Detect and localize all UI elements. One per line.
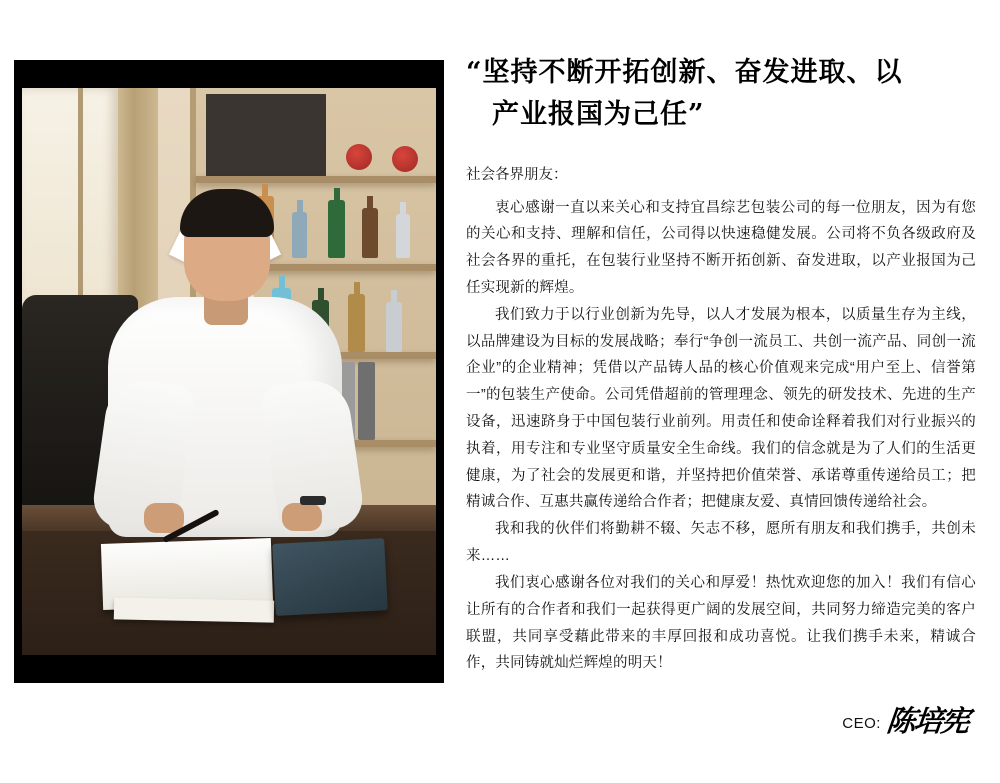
ceo-signature: 陈培宪 xyxy=(885,704,970,739)
shelf xyxy=(196,176,436,183)
headline-line-1: “坚持不断开拓创新、奋发进取、以 xyxy=(466,57,903,88)
salutation: 社会各界朋友： xyxy=(466,166,568,183)
document-stack xyxy=(114,597,274,622)
wristwatch xyxy=(300,496,326,505)
bottle xyxy=(396,214,410,258)
binder xyxy=(358,362,375,440)
bottle xyxy=(386,302,402,352)
signature-block xyxy=(466,699,976,740)
letter-paragraph: 我和我的伙伴们将勤耕不辍、矢志不移，愿所有朋友和我们携手，共创未来…… xyxy=(466,521,976,565)
shelf-back-panel xyxy=(206,94,326,176)
letter-paragraph: 衷心感谢一直以来关心和支持宜昌综艺包装公司的每一位朋友，因为有您的关心和支持、理解和信任，公司得以快速稳健发展。公司将不负各级政府及社会各界的重托，在包装行业坚持不断开拓创新、奋发进取，以产业报国为己任实现新的辉煌。 xyxy=(466,199,976,296)
letter-paragraph: 我们致力于以行业创新为先导，以人才发展为根本，以质量生存为主线，以品牌建设为目标的发展战略；奉行“争创一流员工、共创一流产品、同创一流企业”的企业精神；凭借以产品铸人品的核心价值观来完成“用户至上、信誉第一”的包装生产使命。公司凭借超前的管理理念、领先的研发技术、先进的生产设备，迅速跻身于中国包装行业前列。用责任和使命诠释着我们对行业振兴的执着，用专注和专业坚守质量安全生命线。我们的信念就是为了人们的生活更健康，为了社会的发展更和谐，并坚持把价值荣誉、承诺尊重传递给员工；把精诚合作、互惠共赢传递给合作者；把健康友爱、真情回馈传递给社会。 xyxy=(466,306,976,511)
letter-text-column xyxy=(446,0,1000,783)
page-title xyxy=(466,52,976,136)
hair xyxy=(180,189,274,237)
ceo-figure xyxy=(100,187,350,537)
ceo-label: CEO: xyxy=(842,715,881,733)
bottle xyxy=(362,208,378,258)
notebook xyxy=(272,538,388,616)
letter-paragraph: 我们衷心感谢各位对我们的关心和厚爱！热忱欢迎您的加入！我们有信心让所有的合作者和我们一起获得更广阔的发展空间，共同努力缔造完美的客户联盟，共同享受藉此带来的丰厚回报和成功喜悦。让我们携手未来，精诚合作，共同铸就灿烂辉煌的明天！ xyxy=(466,574,976,672)
decor-flower xyxy=(346,144,372,170)
photo-column xyxy=(0,0,446,783)
photo-frame xyxy=(14,60,444,683)
headline-line-2: 产业报国为己任” xyxy=(492,98,705,130)
decor-flower xyxy=(392,146,418,172)
bottle xyxy=(348,294,365,352)
hand xyxy=(282,503,322,531)
ceo-office-portrait-image xyxy=(22,88,436,655)
